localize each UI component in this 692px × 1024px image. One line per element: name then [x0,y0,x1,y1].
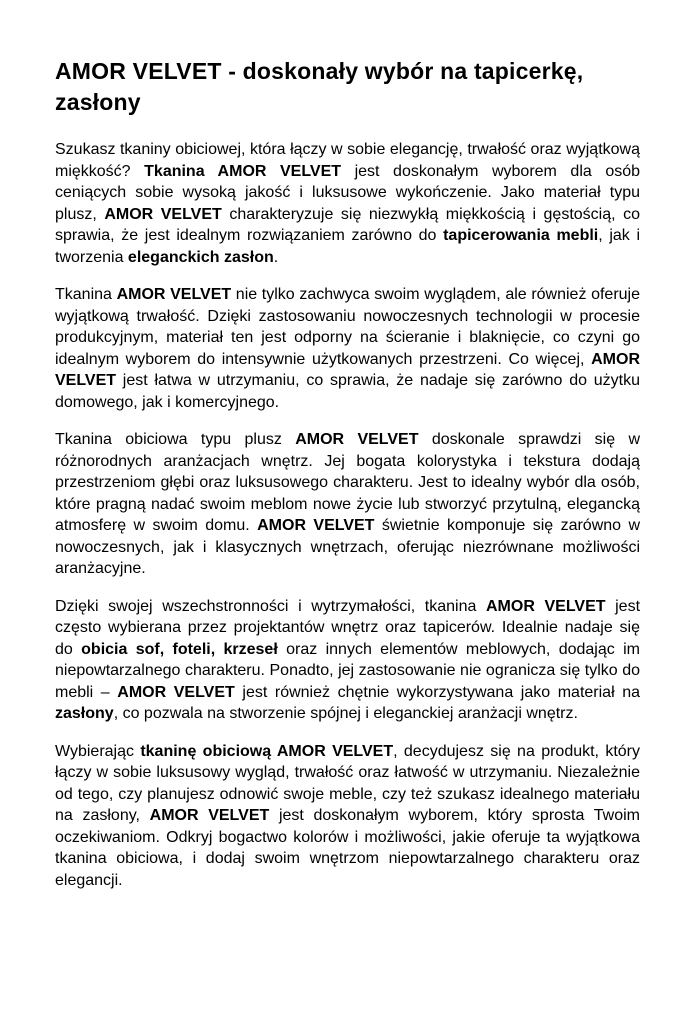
text-run: jest łatwa w utrzymaniu, co sprawia, że nadaje się zarówno do użytku domowego, jak i komercyjnego. [55,372,640,411]
paragraph [55,139,640,268]
text-run: Szukasz tkaniny obiciowej, która łączy w sobie elegancję, trwałość oraz wyjątkową miękkość? [55,141,640,180]
text-run: nie tylko zachwyca swoim wyglądem, ale również oferuje wyjątkową trwałość. Dzięki zastosowaniu nowoczesnych technologii w procesie produkcyjnym, materiał ten jest odporny na ścieranie i blaknięcie, co czyni go idealnym wyborem do intensywnie użytkowanych przestrzeni. Co więcej, [55,286,641,368]
bold-text-run: AMOR VELVET [116,286,232,303]
text-run: Tkanina [55,286,117,303]
bold-text-run: AMOR VELVET [257,517,375,534]
bold-text-run: tapicerowania mebli [443,227,599,244]
text-run: jest również chętnie wykorzystywana jako materiał na [234,683,641,701]
bold-text-run: AMOR VELVET [117,683,235,701]
bold-text-run: AMOR VELVET [149,807,270,824]
bold-text-run: AMOR VELVET [295,431,419,448]
text-run: oraz innych elementów meblowych, dodając im niepowtarzalnego charakteru. Ponadto, jej zastosowanie nie ogranicza się tylko do mebli – [55,640,640,701]
text-run: , co pozwala na stworzenie spójnej i eleganckiej aranżacji wnętrz. [113,705,578,722]
paragraph [55,429,640,580]
text-run: jest często wybierana przez projektantów wnętrz oraz tapicerów. Idealnie nadaje się do [55,597,641,658]
text-run: charakteryzuje się niezwykłą miękkością i gęstością, co sprawia, że jest idealnym rozwiązaniem zarówno do [55,205,640,244]
paragraph [55,741,640,892]
bold-text-run: tkaninę obiciową AMOR VELVET [140,742,394,760]
text-run: świetnie komponuje się zarówno w nowoczesnych, jak i klasycznych wnętrzach, oferując niezrównane możliwości aranżacyjne. [55,517,641,577]
paragraph [55,284,640,413]
bold-text-run: Tkanina AMOR VELVET [144,162,342,180]
bold-text-run: obicia sof, foteli, krzeseł [81,640,278,658]
text-run: Dzięki swojej wszechstronności i wytrzymałości, tkanina [55,597,486,615]
page-title: AMOR VELVET - doskonały wybór na tapicerkę, zasłony [55,58,584,115]
text-run: jest doskonałym wyborem dla osób ceniących sobie wysoką jakość i luksusowe wykończenie. Jako materiał typu plusz, [55,162,641,223]
text-run: jest doskonałym wyborem, który sprosta Twoim oczekiwaniom. Odkryj bogactwo kolorów i możliwości, jakie oferuje ta wyjątkowa tkanina obiciowa, i dodaj swoim wnętrzom niepowtarzalnego charakteru oraz elegancji. [55,807,641,889]
bold-text-run: AMOR VELVET [486,597,606,615]
document-body [55,139,640,891]
bold-text-run: eleganckich zasłon [127,248,274,266]
bold-text-run: AMOR VELVET [55,350,640,389]
bold-text-run: AMOR VELVET [104,205,222,223]
text-run: . [273,248,279,266]
text-run: Wybierając [55,742,141,760]
text-run: doskonale sprawdzi się w różnorodnych aranżacjach wnętrz. Jej bogata kolorystyka i tekstura dodają przestrzeniom głębi oraz luksusowego charakteru. Jest to idealny wybór dla osób, które pragną nadać swoim meblom nowe życie lub stworzyć przytulną, elegancką atmosferę w swoim domu. [55,431,641,534]
text-run: , decydujesz się na produkt, który łączy w sobie luksusowy wygląd, trwałość oraz łatwość w utrzymaniu. Niezależnie od tego, czy planujesz odnowić swoje meble, czy też szukasz idealnego materiału na zasłony, [55,742,641,824]
text-run: , jak i tworzenia [55,227,641,266]
text-run: Tkanina obiciowa typu plusz [55,431,296,448]
paragraph [55,596,640,725]
bold-text-run: zasłony [55,705,114,722]
